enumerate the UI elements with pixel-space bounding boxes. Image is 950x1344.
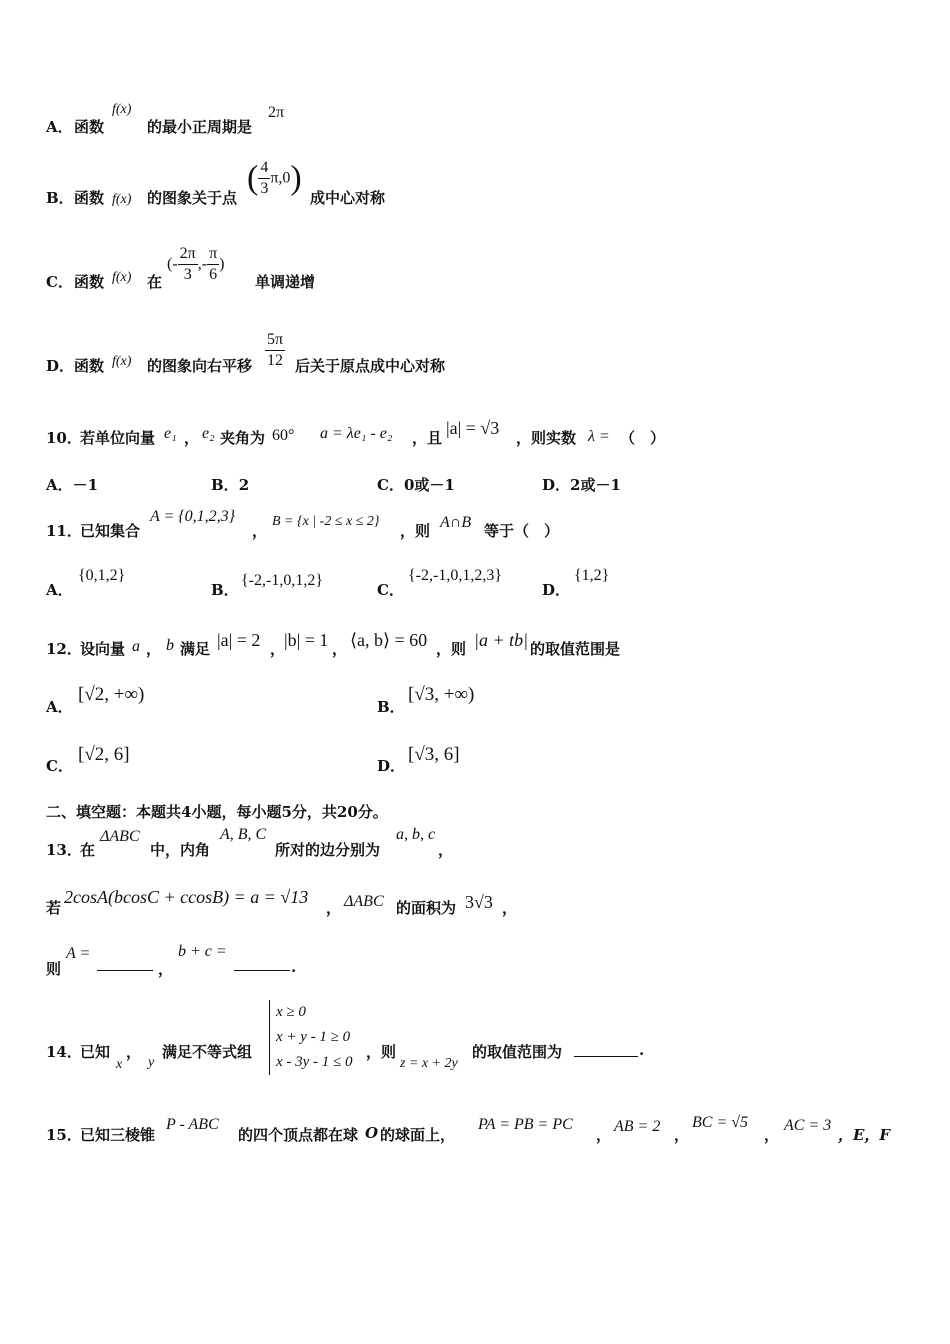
- option-text: 成中心对称: [310, 189, 386, 207]
- math-answer-a: A =: [66, 945, 91, 962]
- question-text: ，且: [412, 429, 443, 447]
- option-text: 函数: [74, 118, 105, 136]
- option-value: [√3, +∞): [408, 684, 475, 705]
- question-text: 的取值范围是: [530, 640, 621, 658]
- question-text: ，: [184, 429, 200, 447]
- question-text: ，: [502, 899, 518, 917]
- option-value: [√2, +∞): [78, 684, 145, 705]
- option-c: [377, 474, 455, 495]
- question-text: ，: [158, 960, 174, 978]
- math-vector-a: a = λe₁ - e₂: [320, 425, 393, 442]
- option-text: 2或－1: [570, 476, 621, 494]
- question-text: 的球面上，: [380, 1126, 456, 1144]
- math-abs: |a| = √3: [446, 418, 500, 438]
- frac-num: 2π: [178, 244, 198, 265]
- option-value: [√3, 6]: [408, 744, 460, 765]
- question-text: ，: [146, 640, 162, 658]
- question-text: 设向量: [80, 640, 126, 658]
- math-objective: z = x + 2y: [400, 1056, 458, 1071]
- math-cond-3: ⟨a, b⟩ = 60: [350, 630, 428, 650]
- math-set-a: A = {0,1,2,3}: [150, 508, 236, 525]
- option-label: D．: [542, 476, 571, 494]
- option-label: A．: [46, 581, 73, 599]
- option-label: D．: [377, 757, 406, 775]
- math-cond-2: AB = 2: [614, 1118, 661, 1135]
- math-fx: f(x): [112, 102, 132, 117]
- question-text: 若: [46, 899, 62, 917]
- question-text: ，: [270, 640, 286, 658]
- question-text: 的取值范围为: [472, 1043, 563, 1061]
- option-text: 函数: [74, 357, 105, 375]
- option-label: D．: [46, 357, 75, 375]
- option-text: 单调递增: [255, 273, 316, 291]
- point-rest: π,0: [270, 169, 291, 187]
- question-text: 的四个顶点都在球: [238, 1126, 359, 1144]
- question-text: ，: [252, 522, 268, 540]
- math-b: b: [166, 637, 174, 654]
- question-text: 等于（ ）: [484, 522, 560, 540]
- inequality-system: [269, 1000, 353, 1075]
- question-text: .: [639, 1041, 645, 1059]
- question-number: 11．: [46, 522, 82, 540]
- option-label: C．: [46, 273, 73, 291]
- option-label: B．: [211, 476, 239, 494]
- option-label: B．: [211, 581, 239, 599]
- math-fx: f(x): [112, 354, 132, 369]
- option-label: A．: [46, 118, 73, 136]
- question-text: 若单位向量: [80, 429, 156, 447]
- math-triangle: ΔABC: [344, 893, 384, 910]
- option-text: 0或－1: [403, 476, 455, 494]
- option-label: B．: [46, 189, 74, 207]
- question-number: 10．: [46, 429, 82, 447]
- question-text: 的面积为: [396, 899, 457, 917]
- question-text: ，: [764, 1126, 780, 1144]
- math-e2: e₂: [202, 425, 215, 442]
- question-text: ，则: [436, 640, 467, 658]
- question-number: 12．: [46, 640, 82, 658]
- option-value: {-2,-1,0,1,2}: [241, 572, 324, 589]
- question-text: ，则: [366, 1043, 397, 1061]
- option-text: 的图象关于点: [147, 189, 238, 207]
- question-text: 夹角为: [220, 429, 266, 447]
- question-text: ，: [326, 899, 342, 917]
- interval-sep: ,-: [197, 255, 208, 273]
- frac-den: 6: [209, 266, 218, 283]
- math-shift: [265, 330, 285, 371]
- math-cond-4: AC = 3: [784, 1117, 832, 1134]
- question-text: .: [291, 958, 297, 976]
- math-a: a: [132, 638, 140, 655]
- option-b: [211, 474, 249, 495]
- frac-den: 3: [260, 180, 269, 197]
- math-equation: 2cosA(bcosC + ccosB) = a = √13: [64, 887, 309, 907]
- math-period: 2π: [268, 104, 285, 121]
- math-cond-2: |b| = 1: [284, 630, 329, 650]
- question-text: ，: [674, 1126, 690, 1144]
- math-o: O: [365, 1124, 379, 1142]
- question-text: ，: [438, 841, 454, 859]
- section-title: 二、填空题：本题共4小题，每小题5分，共20分。: [46, 803, 388, 821]
- math-sides: a, b, c: [396, 826, 436, 843]
- math-interval: [167, 244, 224, 285]
- option-label: C．: [377, 581, 404, 599]
- math-lambda: λ =: [588, 428, 610, 445]
- math-expr: |a + tb|: [474, 630, 529, 650]
- question-number: 14．: [46, 1043, 82, 1061]
- option-label: B．: [377, 698, 405, 716]
- question-number: 13．: [46, 841, 82, 859]
- interval-open: (-: [167, 255, 178, 273]
- math-cond-1: |a| = 2: [217, 630, 261, 650]
- option-value: {-2,-1,0,1,2,3}: [408, 567, 503, 584]
- option-label: D．: [542, 581, 571, 599]
- inequality: x ≥ 0: [276, 1004, 306, 1020]
- option-label: A．: [46, 698, 73, 716]
- math-intersection: A∩B: [440, 514, 472, 531]
- math-cond-3: BC = √5: [692, 1114, 749, 1131]
- math-angles: A, B, C: [220, 826, 267, 843]
- math-area: 3√3: [465, 892, 493, 912]
- option-a: [46, 474, 98, 495]
- question-text: ，: [596, 1126, 612, 1144]
- question-text: 已知集合: [80, 522, 141, 540]
- question-text: ，则实数: [516, 429, 577, 447]
- option-text: 函数: [74, 273, 105, 291]
- answer-blank[interactable]: [234, 970, 290, 971]
- interval-close: ): [219, 255, 225, 273]
- option-text: －1: [72, 476, 99, 494]
- inequality: x - 3y - 1 ≤ 0: [276, 1054, 353, 1070]
- question-text: 在: [80, 841, 96, 859]
- question-text: 则: [46, 960, 62, 978]
- frac-num: 5π: [265, 330, 285, 351]
- inequality: x + y - 1 ≥ 0: [276, 1029, 351, 1045]
- question-text: 满足不等式组: [162, 1043, 253, 1061]
- option-text: 的最小正周期是: [147, 118, 253, 136]
- math-triangle: ΔABC: [100, 828, 140, 845]
- option-label: A．: [46, 476, 73, 494]
- option-text: 函数: [74, 189, 105, 207]
- option-label: C．: [46, 757, 73, 775]
- option-value: {1,2}: [574, 567, 610, 584]
- option-value: {0,1,2}: [78, 567, 126, 584]
- option-text: 后关于原点成中心对称: [295, 357, 446, 375]
- math-set-b: B = {x | -2 ≤ x ≤ 2}: [272, 514, 380, 529]
- question-number: 15．: [46, 1126, 82, 1144]
- option-label: C．: [377, 476, 404, 494]
- question-text: 已知三棱锥: [80, 1126, 156, 1144]
- answer-blank[interactable]: [574, 1056, 638, 1057]
- option-text: 的图象向右平移: [147, 357, 253, 375]
- frac-den: 12: [267, 352, 284, 369]
- frac-num: π: [207, 244, 219, 265]
- math-point: ( $\frac{4}{3}$ π,0): [247, 159, 302, 197]
- question-text: ，则: [400, 522, 431, 540]
- question-text: ，: [126, 1043, 142, 1061]
- question-text: 满足: [180, 640, 211, 658]
- question-text: 所对的边分别为: [275, 841, 381, 859]
- math-fx: f(x): [112, 192, 132, 207]
- math-e1: e₁: [164, 425, 177, 442]
- option-value: [√2, 6]: [78, 744, 130, 765]
- math-pyramid: P - ABC: [166, 1116, 219, 1133]
- math-answer-bc: b + c =: [178, 943, 227, 960]
- question-text: ，E，F: [838, 1126, 891, 1144]
- frac-den: 3: [183, 266, 192, 283]
- math-fx: f(x): [112, 270, 132, 285]
- math-x: x: [116, 1057, 123, 1072]
- answer-paren: （ ）: [620, 429, 666, 447]
- option-text: 2: [238, 476, 250, 494]
- option-text: 在: [147, 273, 163, 291]
- option-d: [542, 474, 621, 495]
- math-angle: 60°: [272, 427, 295, 444]
- question-text: ，: [332, 640, 348, 658]
- math-cond-1: PA = PB = PC: [478, 1116, 573, 1133]
- frac-num: 4: [258, 158, 270, 179]
- question-text: 中，内角: [150, 841, 211, 859]
- math-y: y: [148, 1055, 155, 1070]
- question-text: 已知: [80, 1043, 111, 1061]
- answer-blank[interactable]: [97, 970, 153, 971]
